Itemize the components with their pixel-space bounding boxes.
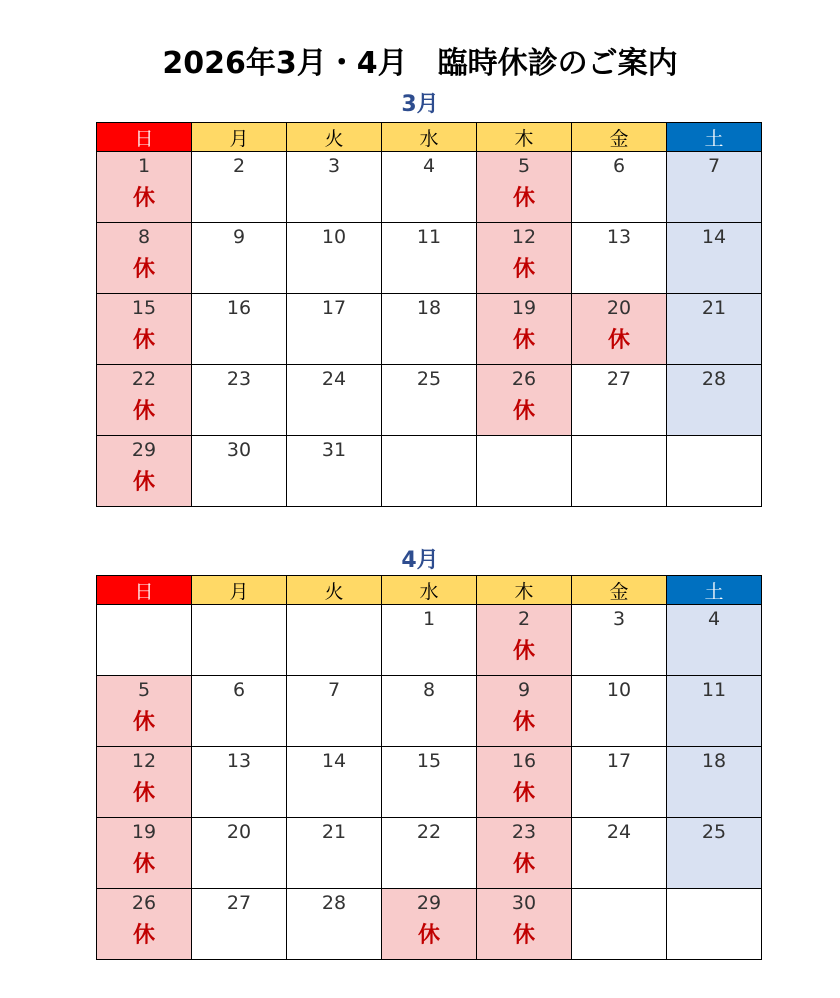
- day-number: 24: [321, 368, 347, 390]
- day-number: 8: [422, 679, 436, 701]
- day-cell: [192, 294, 287, 365]
- weekday-header-sun: 日: [97, 576, 192, 605]
- day-cell: [382, 436, 477, 507]
- day-number: 3: [612, 608, 626, 630]
- day-number: 15: [416, 750, 442, 772]
- day-number: 25: [416, 368, 442, 390]
- day-cell: [382, 152, 477, 223]
- day-number: 17: [606, 750, 632, 772]
- day-number: 16: [226, 297, 252, 319]
- day-cell: [572, 818, 667, 889]
- closed-mark: 休: [132, 710, 155, 735]
- weekday-header-thu: 木: [477, 123, 572, 152]
- weekday-header-thu: 木: [477, 576, 572, 605]
- day-number: 11: [416, 226, 442, 248]
- day-number: 13: [606, 226, 632, 248]
- day-number: 11: [701, 679, 727, 701]
- day-cell: [97, 818, 192, 889]
- day-number: 29: [131, 439, 157, 461]
- day-cell: [477, 152, 572, 223]
- weekday-header-mon: 月: [192, 123, 287, 152]
- day-number: 4: [707, 608, 721, 630]
- day-cell: [477, 223, 572, 294]
- day-number: 29: [416, 892, 442, 914]
- day-number: 19: [511, 297, 537, 319]
- day-cell: [287, 889, 382, 960]
- day-cell: [382, 818, 477, 889]
- day-cell: [192, 223, 287, 294]
- day-number: 18: [416, 297, 442, 319]
- weekday-header-tue: 火: [287, 123, 382, 152]
- day-cell: [667, 365, 762, 436]
- closed-mark: 休: [132, 852, 155, 877]
- day-cell: [192, 747, 287, 818]
- day-number: 16: [511, 750, 537, 772]
- day-number: 18: [701, 750, 727, 772]
- day-number: 31: [321, 439, 347, 461]
- day-cell: [667, 294, 762, 365]
- closed-mark: 休: [132, 923, 155, 948]
- day-cell: [572, 223, 667, 294]
- day-cell: [477, 676, 572, 747]
- day-number: 21: [701, 297, 727, 319]
- day-number: 10: [321, 226, 347, 248]
- day-cell: [572, 889, 667, 960]
- closed-mark: 休: [512, 923, 535, 948]
- weekday-header-fri: 金: [572, 123, 667, 152]
- day-cell: [667, 818, 762, 889]
- weekday-header-tue: 火: [287, 576, 382, 605]
- day-number: 26: [131, 892, 157, 914]
- day-number: 21: [321, 821, 347, 843]
- week-row: [97, 223, 762, 294]
- day-cell: [287, 818, 382, 889]
- closed-mark: 休: [512, 257, 535, 282]
- day-number: 2: [517, 608, 531, 630]
- day-cell: [192, 152, 287, 223]
- closed-mark: 休: [512, 781, 535, 806]
- week-row: [97, 676, 762, 747]
- day-number: 22: [131, 368, 157, 390]
- page-title: 2026年3月・4月 臨時休診のご案内: [162, 46, 678, 81]
- day-number: 12: [511, 226, 537, 248]
- day-number: 6: [612, 155, 626, 177]
- day-number: 10: [606, 679, 632, 701]
- month-label-april: 4月: [401, 548, 439, 573]
- closed-mark: 休: [512, 328, 535, 353]
- day-number: 14: [701, 226, 727, 248]
- day-number: 26: [511, 368, 537, 390]
- day-cell: [287, 676, 382, 747]
- day-number: 14: [321, 750, 347, 772]
- day-cell: [667, 223, 762, 294]
- closed-mark: 休: [512, 399, 535, 424]
- day-number: 5: [517, 155, 531, 177]
- day-number: 13: [226, 750, 252, 772]
- weekday-header-sun: 日: [97, 123, 192, 152]
- day-cell: [97, 436, 192, 507]
- day-number: 25: [701, 821, 727, 843]
- day-number: 1: [137, 155, 151, 177]
- weekday-header-wed: 水: [382, 576, 477, 605]
- week-row: [97, 294, 762, 365]
- day-cell: [287, 294, 382, 365]
- day-cell: [382, 889, 477, 960]
- closed-mark: 休: [132, 186, 155, 211]
- week-row: [97, 152, 762, 223]
- day-cell: [667, 889, 762, 960]
- day-number: 3: [327, 155, 341, 177]
- day-cell: [192, 889, 287, 960]
- week-row: [97, 889, 762, 960]
- day-cell: [572, 676, 667, 747]
- day-number: 30: [511, 892, 537, 914]
- day-number: 5: [137, 679, 151, 701]
- day-cell: [97, 223, 192, 294]
- weekday-header-fri: 金: [572, 576, 667, 605]
- day-cell: [477, 605, 572, 676]
- closed-mark: 休: [132, 328, 155, 353]
- closed-mark: 休: [512, 852, 535, 877]
- day-cell: [97, 365, 192, 436]
- day-cell: [667, 676, 762, 747]
- day-number: 8: [137, 226, 151, 248]
- day-cell: [477, 747, 572, 818]
- closed-mark: 休: [132, 470, 155, 495]
- week-row: [97, 747, 762, 818]
- closed-mark: 休: [417, 923, 440, 948]
- day-cell: [477, 889, 572, 960]
- week-row: [97, 818, 762, 889]
- closed-mark: 休: [132, 399, 155, 424]
- day-cell: [97, 676, 192, 747]
- day-cell: [287, 436, 382, 507]
- day-cell: [97, 605, 192, 676]
- day-cell: [97, 152, 192, 223]
- day-cell: [382, 223, 477, 294]
- day-number: 24: [606, 821, 632, 843]
- day-number: 15: [131, 297, 157, 319]
- day-number: 22: [416, 821, 442, 843]
- weekday-header-mon: 月: [192, 576, 287, 605]
- weekday-header-row: [97, 123, 762, 152]
- day-cell: [287, 152, 382, 223]
- day-number: 2: [232, 155, 246, 177]
- week-row: [97, 605, 762, 676]
- day-number: 27: [226, 892, 252, 914]
- day-number: 20: [226, 821, 252, 843]
- day-number: 7: [327, 679, 341, 701]
- day-number: 1: [422, 608, 436, 630]
- closed-mark: 休: [607, 328, 630, 353]
- day-cell: [572, 747, 667, 818]
- day-number: 4: [422, 155, 436, 177]
- weekday-header-sat: 土: [667, 123, 762, 152]
- calendar-april: [96, 575, 762, 960]
- closed-mark: 休: [512, 710, 535, 735]
- day-cell: [667, 152, 762, 223]
- day-cell: [382, 676, 477, 747]
- day-cell: [382, 294, 477, 365]
- day-cell: [572, 294, 667, 365]
- day-cell: [572, 365, 667, 436]
- closed-mark: 休: [132, 257, 155, 282]
- day-cell: [477, 436, 572, 507]
- day-number: 19: [131, 821, 157, 843]
- day-cell: [192, 676, 287, 747]
- day-number: 27: [606, 368, 632, 390]
- weekday-header-sat: 土: [667, 576, 762, 605]
- day-number: 28: [321, 892, 347, 914]
- closed-mark: 休: [512, 639, 535, 664]
- day-number: 23: [226, 368, 252, 390]
- day-cell: [477, 818, 572, 889]
- day-cell: [97, 747, 192, 818]
- day-cell: [287, 605, 382, 676]
- day-number: 20: [606, 297, 632, 319]
- day-number: 17: [321, 297, 347, 319]
- day-cell: [667, 747, 762, 818]
- day-cell: [477, 365, 572, 436]
- day-cell: [572, 436, 667, 507]
- day-cell: [97, 889, 192, 960]
- day-cell: [192, 605, 287, 676]
- day-cell: [667, 436, 762, 507]
- day-cell: [287, 747, 382, 818]
- week-row: [97, 365, 762, 436]
- day-number: 12: [131, 750, 157, 772]
- closed-mark: 休: [132, 781, 155, 806]
- day-cell: [192, 436, 287, 507]
- day-cell: [287, 365, 382, 436]
- day-cell: [382, 365, 477, 436]
- calendar-march: [96, 122, 762, 507]
- day-cell: [382, 605, 477, 676]
- day-cell: [287, 223, 382, 294]
- closed-mark: 休: [512, 186, 535, 211]
- day-cell: [477, 294, 572, 365]
- weekday-header-row: [97, 576, 762, 605]
- day-cell: [667, 605, 762, 676]
- day-number: 23: [511, 821, 537, 843]
- month-label-march: 3月: [401, 92, 439, 117]
- day-cell: [192, 818, 287, 889]
- day-cell: [192, 365, 287, 436]
- day-number: 6: [232, 679, 246, 701]
- day-number: 28: [701, 368, 727, 390]
- day-number: 7: [707, 155, 721, 177]
- day-cell: [572, 152, 667, 223]
- weekday-header-wed: 水: [382, 123, 477, 152]
- day-cell: [572, 605, 667, 676]
- day-number: 9: [517, 679, 531, 701]
- week-row: [97, 436, 762, 507]
- day-number: 9: [232, 226, 246, 248]
- day-cell: [97, 294, 192, 365]
- day-number: 30: [226, 439, 252, 461]
- day-cell: [382, 747, 477, 818]
